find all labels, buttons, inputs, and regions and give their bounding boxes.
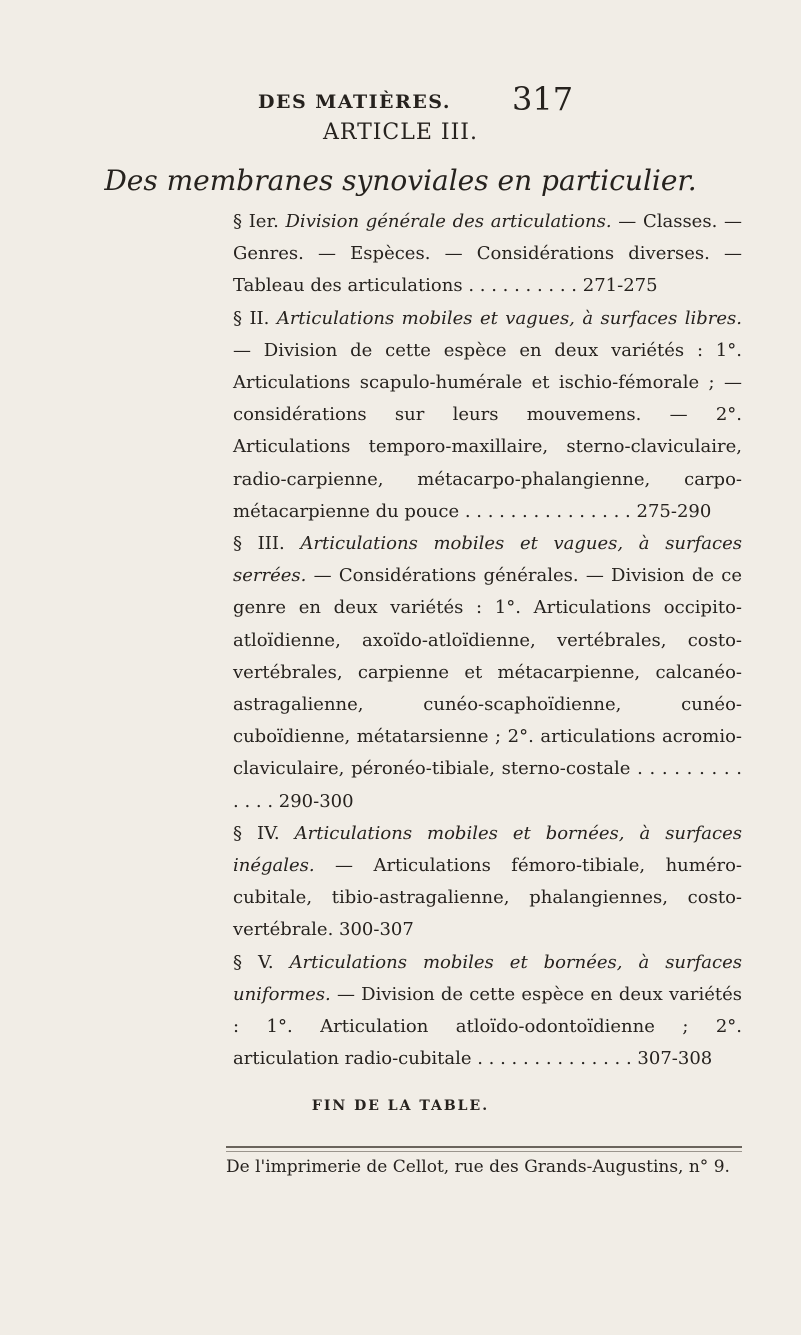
end-of-table-marker: FIN DE LA TABLE. xyxy=(311,1098,490,1114)
printer-imprint: De l'imprimerie de Cellot, rue des Grands-Augustins, n° 9. xyxy=(226,1157,730,1177)
entry-body: — Classes. — Genres. — Espèces. — Considérations diverses. — Tableau des articulations . . . . . . . . . . xyxy=(233,211,742,297)
entry-title: Articulations mobiles et bornées, à surfaces uniformes. xyxy=(233,951,742,1005)
section-heading: Des membranes synoviales en particulier. xyxy=(104,164,697,197)
toc-entry xyxy=(233,528,742,818)
entry-section-number: § II. xyxy=(233,307,277,329)
entry-pages: 290-300 xyxy=(278,790,354,812)
article-title: ARTICLE III. xyxy=(323,120,478,145)
entry-pages: 275-290 xyxy=(636,500,712,522)
entry-section-number: § IV. xyxy=(233,822,295,844)
entry-body: — Division de cette espèce en deux variétés : 1°. Articulation atloïdo-odontoïdienne ; 2°. articulation radio-cubitale . . . . . . . . . . . . . . xyxy=(233,983,742,1070)
toc-entry xyxy=(233,947,742,1076)
entry-body: — Considérations générales. — Division de ce genre en deux variétés : 1°. Articulations occipito-atloïdienne, axoïdo-atloïdienne, vertébrales, costo-vertébrales, carpienne et métacarpienne, calcanéo-astragalienne, cunéo-scaphoïdienne, cunéo-cuboïdienne, métatarsienne ; 2°. articulations acromio-claviculaire, péronéo-tibiale, sterno-costale . . . . . . . . . . . . . xyxy=(233,565,742,812)
entry-title: Articulations mobiles et vagues, à surfaces libres. xyxy=(276,307,742,329)
entry-pages: 307-308 xyxy=(637,1048,713,1070)
page-number: 317 xyxy=(512,80,574,118)
entry-body: — Division de cette espèce en deux variétés : 1°. Articulations scapulo-humérale et ischio-fémorale ; — considérations sur leurs mouvemens. — 2°. Articulations temporo-maxillaire, sterno-claviculaire, radio-carpienne, métacarpo-phalangienne, carpo-métacarpienne du pouce . . . . . . . . . . . . . . . xyxy=(233,339,742,522)
toc-entry xyxy=(233,303,742,528)
divider-rule xyxy=(226,1146,742,1148)
divider-rule xyxy=(226,1151,742,1152)
entry-title: Articulations mobiles et bornées, à surfaces inégales. xyxy=(233,822,742,877)
entry-section-number: § Ier. xyxy=(233,211,286,232)
entry-body: — Articulations fémoro-tibiale, huméro-cubitale, tibio-astragalienne, phalangiennes, costo-vertébrale. xyxy=(233,855,742,941)
toc-entry xyxy=(233,206,742,303)
entry-section-number: § V. xyxy=(233,951,290,973)
entry-pages: 271-275 xyxy=(582,275,658,297)
entry-section-number: § III. xyxy=(233,533,301,555)
entry-title: Articulations mobiles et vagues, à surfaces serrées. xyxy=(233,533,742,587)
toc-entry xyxy=(233,818,742,947)
entry-title: Division générale des articulations. xyxy=(285,211,612,232)
running-head xyxy=(258,80,658,124)
entry-pages: 300-307 xyxy=(339,919,414,941)
table-of-contents xyxy=(233,206,742,1075)
running-head-title: DES MATIÈRES. xyxy=(258,91,451,113)
